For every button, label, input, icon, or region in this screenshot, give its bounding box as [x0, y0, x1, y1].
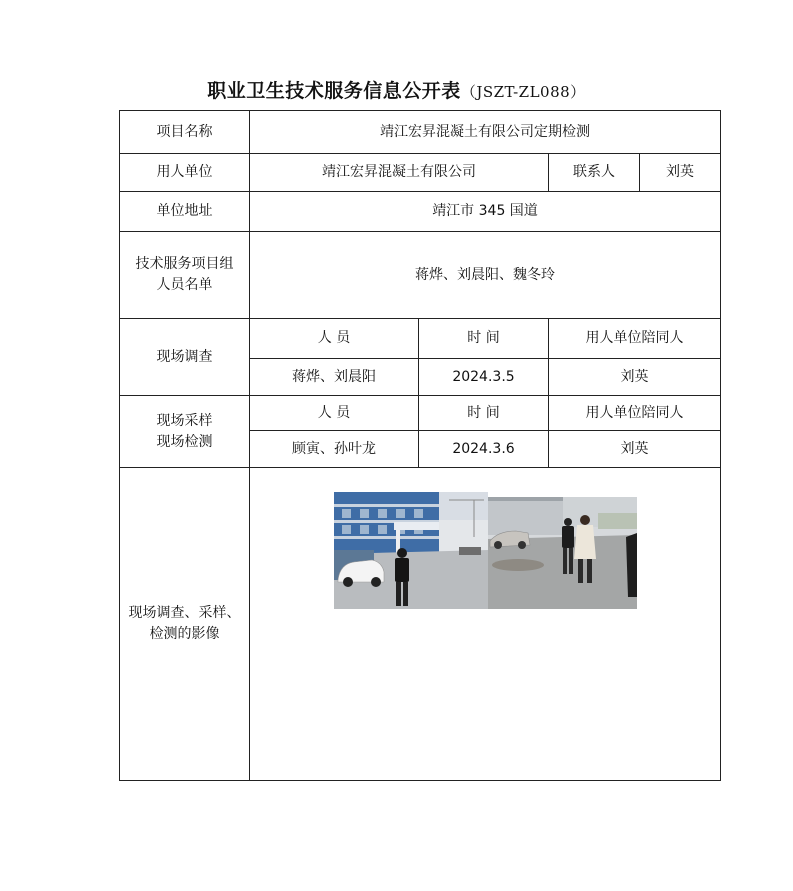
survey-header-people: 人 员: [250, 319, 419, 359]
sampling-label-line1: 现场采样: [156, 412, 213, 429]
row-images: [120, 468, 721, 781]
sampling-people: 顾寅、孙叶龙: [250, 431, 419, 468]
photo-strip: [250, 492, 720, 609]
team-value: 蒋烨、刘晨阳、魏冬玲: [250, 232, 721, 319]
title-text: 职业卫生技术服务信息公开表: [207, 80, 461, 102]
employer-label: 用人单位: [120, 154, 250, 192]
images-cell: [250, 468, 721, 781]
row-address: [120, 192, 721, 232]
row-project-name: [120, 111, 721, 154]
sampling-label-line2: 现场检测: [156, 433, 213, 450]
site-photo-building-image: [334, 492, 488, 609]
site-photo-yard: [488, 492, 637, 609]
survey-label: 现场调查: [120, 319, 250, 396]
sampling-label: [120, 396, 250, 468]
survey-header-time: 时 间: [419, 319, 549, 359]
team-label: [120, 232, 250, 319]
images-label-line1: 现场调查、采样、: [128, 605, 241, 621]
project-name-value: 靖江宏昇混凝土有限公司定期检测: [250, 111, 721, 154]
sampling-time: 2024.3.6: [419, 431, 549, 468]
contact-label: 联系人: [549, 154, 640, 192]
employer-value: 靖江宏昇混凝土有限公司: [250, 154, 549, 192]
row-team: [120, 232, 721, 319]
row-employer: [120, 154, 721, 192]
page-title: [0, 76, 793, 103]
site-photo-building: [334, 492, 488, 609]
images-label: [120, 468, 250, 781]
row-survey-header: [120, 319, 721, 359]
team-label-line1: 技术服务项目组: [135, 256, 234, 272]
survey-people: 蒋烨、刘晨阳: [250, 359, 419, 396]
survey-header-escort: 用人单位陪同人: [549, 319, 721, 359]
document-code: （JSZT-ZL088）: [460, 83, 586, 101]
contact-value: 刘英: [640, 154, 721, 192]
sampling-header-escort: 用人单位陪同人: [549, 396, 721, 431]
team-label-line2: 人员名单: [156, 277, 213, 293]
sampling-header-people: 人 员: [250, 396, 419, 431]
address-label: 单位地址: [120, 192, 250, 232]
info-table: [119, 110, 721, 781]
project-name-label: 项目名称: [120, 111, 250, 154]
survey-time: 2024.3.5: [419, 359, 549, 396]
address-value: 靖江市 345 国道: [250, 192, 721, 232]
site-photo-yard-image: [488, 497, 637, 609]
images-label-line2: 检测的影像: [149, 626, 220, 642]
survey-escort: 刘英: [549, 359, 721, 396]
sampling-header-time: 时 间: [419, 396, 549, 431]
sampling-escort: 刘英: [549, 431, 721, 468]
row-sampling-header: [120, 396, 721, 431]
